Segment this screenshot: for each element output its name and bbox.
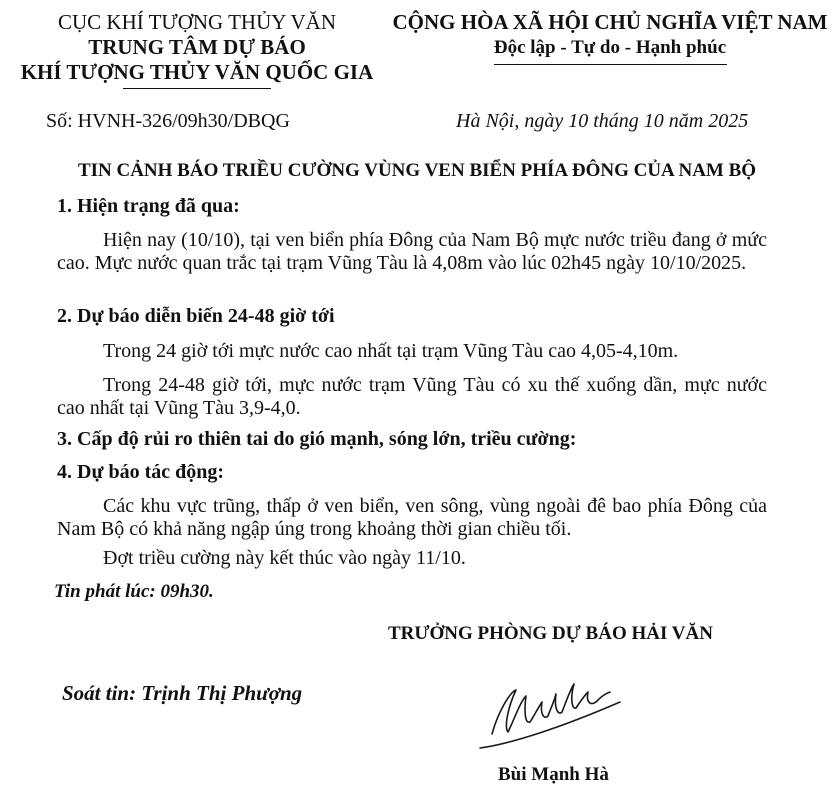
motto-underline	[494, 64, 727, 65]
agency-line-2: TRUNG TÂM DỰ BÁO	[88, 35, 306, 59]
section-1-heading: 1. Hiện trạng đã qua:	[57, 195, 240, 217]
national-header	[392, 10, 828, 65]
agency-underline	[123, 88, 271, 89]
place-date: Hà Nội, ngày 10 tháng 10 năm 2025	[456, 110, 749, 132]
section-1-paragraph: Hiện nay (10/10), tại ven biển phía Đông của Nam Bộ mực nước triều đang ở mức cao. Mực nước quan trắc tại trạm Vũng Tàu là 4,08m vào lúc 02h45 ngày 10/10/2025.	[57, 229, 767, 274]
section-2-paragraph-2: Trong 24-48 giờ tới, mực nước trạm Vũng Tàu có xu thế xuống dần, mực nước cao nhất tại Vũng Tàu 3,9-4,0.	[57, 374, 767, 419]
national-motto: Độc lập - Tự do - Hạnh phúc	[493, 37, 727, 58]
agency-header	[18, 10, 376, 89]
document-number: Số: HVNH-326/09h30/DBQG	[46, 110, 290, 132]
signature-image	[470, 672, 640, 752]
section-4-paragraph-1: Các khu vực trũng, thấp ở ven biển, ven sông, vùng ngoài đê bao phía Đông của Nam Bộ có khả năng ngập úng trong khoảng thời gian chiều tối.	[57, 495, 767, 540]
reviewer: Soát tin: Trịnh Thị Phượng	[62, 681, 303, 705]
section-2-heading: 2. Dự báo diễn biến 24-48 giờ tới	[57, 305, 335, 327]
document-title: TIN CẢNH BÁO TRIỀU CƯỜNG VÙNG VEN BIỂN PHÍA ĐÔNG CỦA NAM BỘ	[77, 160, 757, 181]
national-title: CỘNG HÒA XÃ HỘI CHỦ NGHĨA VIỆT NAM	[392, 10, 828, 34]
signer-name: Bùi Mạnh Hà	[498, 764, 609, 785]
chief-title: TRƯỞNG PHÒNG DỰ BÁO HẢI VĂN	[388, 623, 713, 644]
section-4-paragraph-2: Đợt triều cường này kết thúc vào ngày 11/10.	[103, 547, 466, 569]
agency-line-1: CỤC KHÍ TƯỢNG THỦY VĂN	[57, 10, 337, 34]
section-3-heading: 3. Cấp độ rủi ro thiên tai do gió mạnh, sóng lớn, triều cường:	[57, 428, 577, 450]
section-2-paragraph-1: Trong 24 giờ tới mực nước cao nhất tại trạm Vũng Tàu cao 4,05-4,10m.	[103, 340, 679, 362]
agency-line-3: KHÍ TƯỢNG THỦY VĂN QUỐC GIA	[20, 60, 374, 84]
section-4-heading: 4. Dự báo tác động:	[57, 461, 225, 483]
issued-time: Tin phát lúc: 09h30.	[54, 581, 214, 602]
